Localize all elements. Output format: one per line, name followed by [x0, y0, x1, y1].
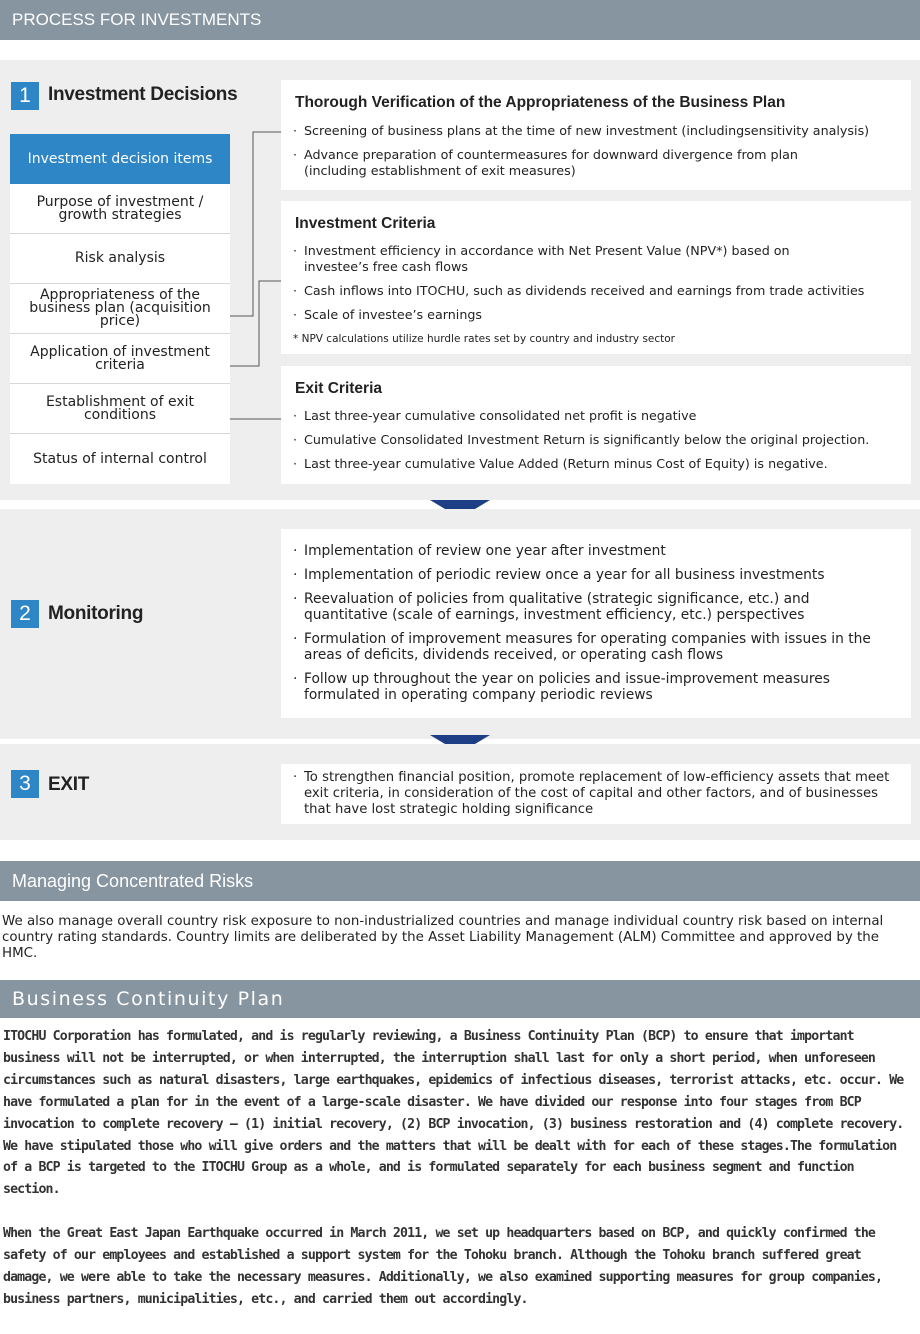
criteria-bullet: · Cash inflows into ITOCHU, such as dividends received and earnings from trade activities: [293, 283, 903, 299]
step2-number: 2: [11, 600, 39, 628]
monitoring-box: [281, 529, 911, 718]
exit-box: [281, 764, 911, 824]
monitoring-bullet: · Formulation of improvement measures for operating companies with issues in the areas of deficits, dividends received, or operating cash flows: [293, 631, 893, 663]
step3-title: EXIT: [48, 774, 90, 795]
step3-number: 3: [11, 770, 39, 798]
decision-item-risk: Risk analysis: [10, 234, 230, 284]
exit-bullet: · Cumulative Consolidated Investment Return is significantly below the original projection.: [293, 432, 903, 448]
exit-step-bullet: · To strengthen financial position, promote replacement of low-efficiency assets that meet exit criteria, in consideration of the cost of capital and other factors, and of businesses that have lost strategic holding significance: [293, 770, 903, 818]
verification-bullet: · Advance preparation of countermeasures for downward divergence from plan (including establishment of exit measures): [293, 147, 853, 179]
criteria-bullet: · Scale of investee’s earnings: [293, 307, 903, 323]
exit-bullet: · Last three-year cumulative consolidated net profit is negative: [293, 408, 903, 424]
decision-item-purpose: Purpose of investment / growth strategies: [10, 184, 230, 234]
criteria-title: Investment Criteria: [295, 215, 436, 232]
verification-bullet: · Screening of business plans at the time of new investment (includingsensitivity analysis): [293, 123, 903, 139]
decision-item-exit: Establishment of exit conditions: [10, 384, 230, 434]
bcp-title: Business Continuity Plan: [12, 988, 285, 1010]
bcp-paragraph: When the Great East Japan Earthquake occurred in March 2011, we set up headquarters based on BCP, and quickly confirmed the safety of our employees and established a support system for the Tohoku branch. Although the Tohoku branch suffered great damage, we were able to take the necessary measures. Additionally, we also examined supporting measures for group companies, business partners, municipalities, etc., and carried them out accordingly.: [3, 1226, 883, 1307]
bcp-header: [0, 980, 920, 1018]
concentrated-risks-header: [0, 861, 920, 901]
bcp-paragraph: ITOCHU Corporation has formulated, and is regularly reviewing, a Business Continuity Plan (BCP) to ensure that important business will not be interrupted, or when interrupted, the interruption shall last for only a short period, when unforeseen circumstances such as natural disasters, large earthquakes, epidemics of infectious diseases, terrorist attacks, etc. occur. We have formulated a plan for in the event of a large-scale disaster. We have divided our response into four stages from BCP invocation to complete recovery – (1) initial recovery, (2) BCP invocation, (3) business restoration and (4) complete recovery. We have stipulated those who will give orders and the matters that will be dealt with for each of these stages.The formulation of a BCP is targeted to the ITOCHU Group as a whole, and is formulated separately for each business segment and function section.: [3, 1029, 904, 1198]
monitoring-bullet: · Implementation of periodic review once a year for all business investments: [293, 567, 903, 583]
concentrated-risks-title: Managing Concentrated Risks: [12, 871, 254, 891]
connector-appropriateness: [230, 132, 281, 316]
decision-item-internal-control: Status of internal control: [33, 450, 207, 467]
bcp-text: [3, 1026, 915, 1333]
decision-item-appropriateness: Appropriateness of the business plan (acquisition price): [10, 284, 230, 334]
step1-number: 1: [11, 82, 39, 110]
decision-item-criteria: Application of investment criteria: [10, 334, 230, 384]
monitoring-bullet: · Reevaluation of policies from qualitative (strategic significance, etc.) and quantitative (scale of earnings, investment efficiency, etc.) perspectives: [293, 591, 883, 623]
criteria-bullet: · Investment efficiency in accordance with Net Present Value (NPV*) based on investee’s free cash flows: [293, 243, 833, 275]
connector-criteria: [230, 281, 281, 366]
step2-title: Monitoring: [48, 603, 144, 624]
monitoring-bullet: · Implementation of review one year after investment: [293, 543, 903, 559]
verification-title: Thorough Verification of the Appropriateness of the Business Plan: [295, 94, 786, 111]
process-title: PROCESS FOR INVESTMENTS: [12, 10, 262, 29]
step1-title: Investment Decisions: [48, 84, 238, 105]
monitoring-bullet: · Follow up throughout the year on policies and issue-improvement measures formulated in operating company periodic reviews: [293, 671, 893, 703]
decision-items-header: Investment decision items: [10, 134, 230, 184]
exit-bullet: · Last three-year cumulative Value Added (Return minus Cost of Equity) is negative.: [293, 456, 903, 472]
criteria-note: * NPV calculations utilize hurdle rates set by country and industry sector: [293, 333, 676, 345]
concentrated-risks-text: We also manage overall country risk exposure to non-industrialized countries and manage individual country risk based on internal country rating standards. Country limits are deliberated by the Asset Liability Management (ALM) Committee and approved by the HMC.: [2, 914, 884, 961]
exit-criteria-title: Exit Criteria: [295, 380, 383, 397]
